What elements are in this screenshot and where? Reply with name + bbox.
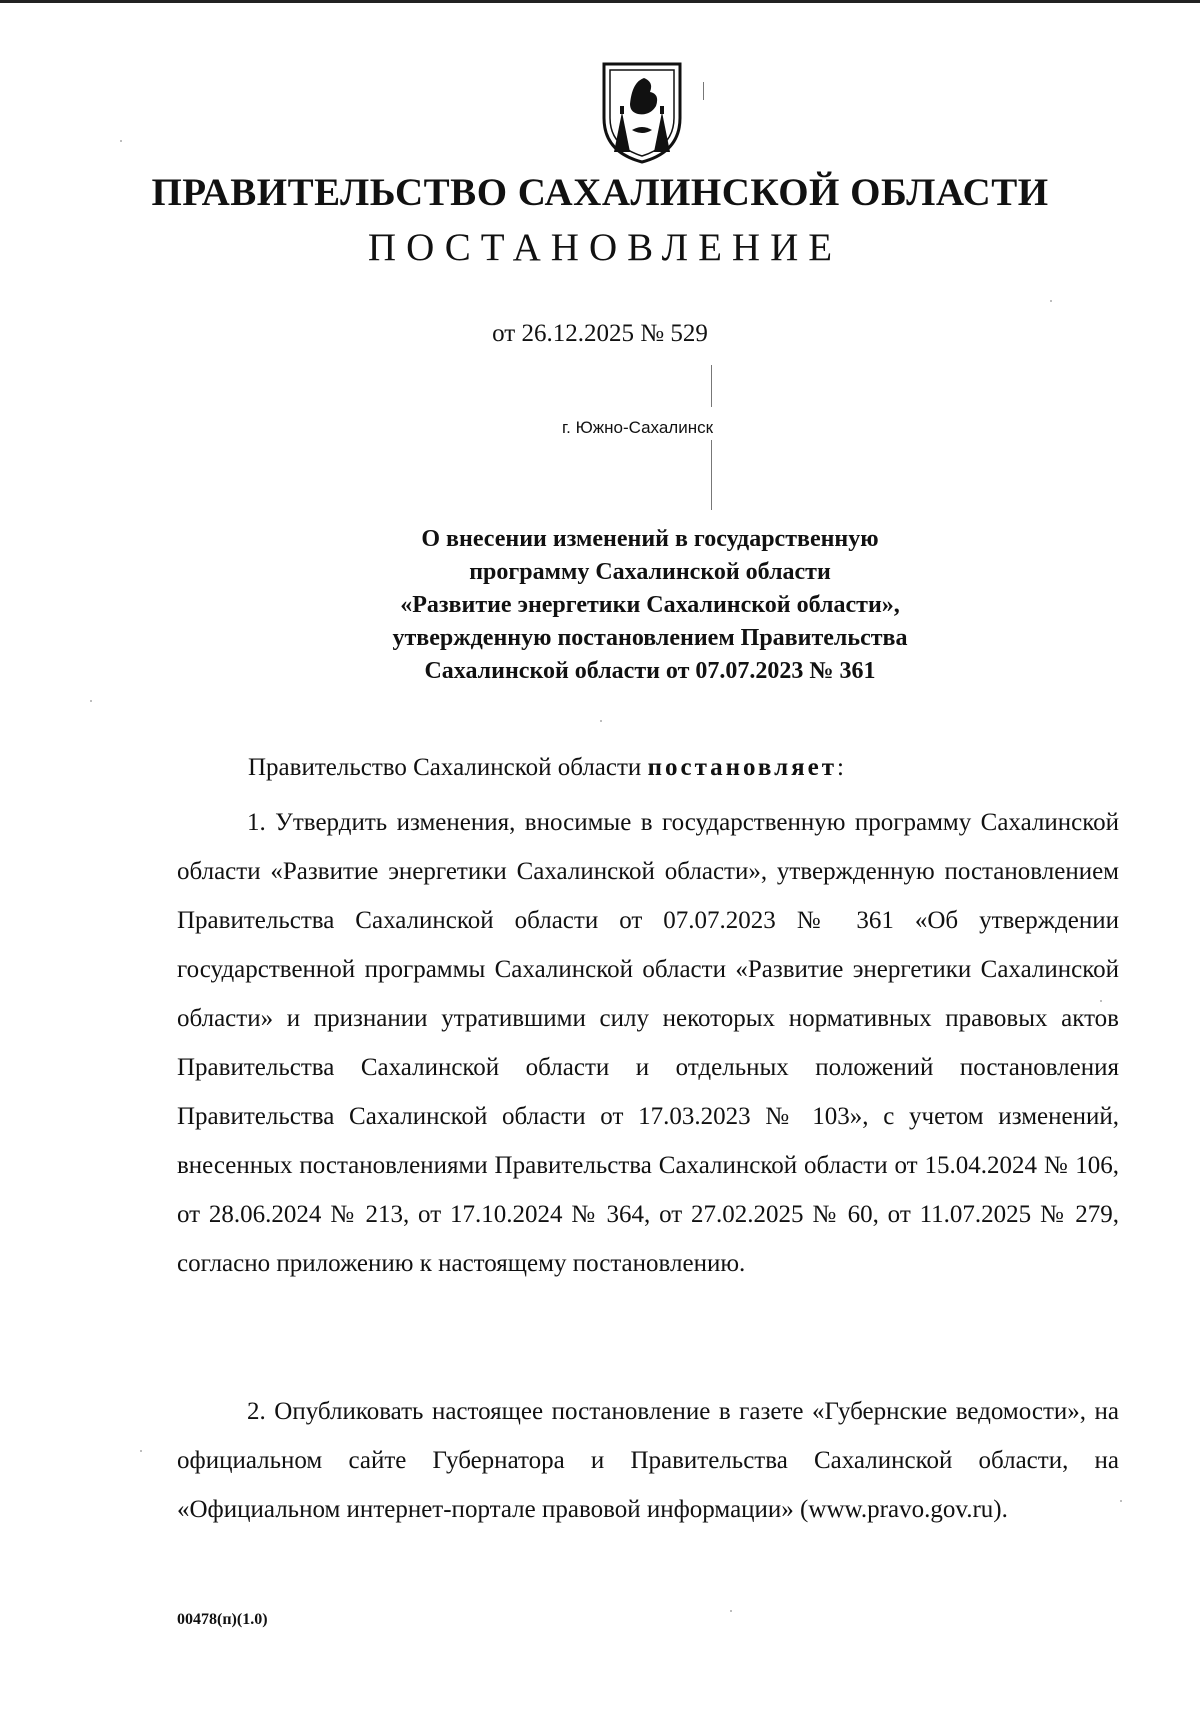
document-code: 00478(п)(1.0) — [177, 1611, 268, 1628]
preamble-colon: : — [837, 754, 844, 781]
subject-line: программу Сахалинской области — [469, 559, 831, 585]
paragraph-2: 2. Опубликовать настоящее постановление в газете «Губернские ведомости», на официальном сайте Губернатора и Правительства Сахалинской области, на «Официальном интернет-портале правовой информации» (www.pravo.gov.ru). — [177, 1398, 1119, 1523]
document-type: ПОСТАНОВЛЕНИЕ — [367, 226, 843, 269]
paragraph-1: 1. Утвердить изменения, вносимые в государственную программу Сахалинской области «Развитие энергетики Сахалинской области», утвержденную постановлением Правительства Сахалинской области от 07.07.2023 № 361 «Об утверждении государственной программы Сахалинской области «Развитие энергетики Сахалинской области» и признании утратившими силу некоторых нормативных правовых актов Правительства Сахалинской области и отдельных положений постановления Правительства Сахалинской области от 17.03.2023 № 103», с учетом изменений, внесенных постановлениями Правительства Сахалинской области от 15.04.2024 № 106, от 28.06.2024 № 213, от 17.10.2024 № 364, от 27.02.2025 № 60, от 11.07.2025 № 279, согласно приложению к настоящему постановлению. — [177, 809, 1119, 1277]
subject-line: Сахалинской области от 07.07.2023 № 361 — [424, 658, 876, 684]
preamble-text: Правительство Сахалинской области — [248, 754, 648, 781]
date-and-number: от 26.12.2025 № 529 — [492, 320, 708, 347]
scan-dust — [120, 140, 122, 142]
sakhalin-coat-of-arms-icon — [594, 60, 690, 164]
preamble — [248, 754, 844, 782]
subject-line: утвержденную постановлением Правительства — [392, 625, 908, 651]
scan-artifact-line — [703, 82, 704, 100]
scan-artifact-line — [711, 440, 712, 510]
government-title: ПРАВИТЕЛЬСТВО САХАЛИНСКОЙ ОБЛАСТИ — [151, 171, 1049, 214]
subject-line: «Развитие энергетики Сахалинской области», — [400, 592, 900, 618]
document-subject — [250, 523, 1050, 688]
scan-dust — [1050, 300, 1052, 302]
preamble-emphasis: постановляет — [647, 754, 838, 781]
city: г. Южно-Сахалинск — [562, 418, 714, 437]
scan-dust — [600, 720, 602, 722]
scan-dust — [140, 1450, 142, 1452]
scan-dust — [90, 700, 92, 702]
subject-line: О внесении изменений в государственную — [421, 526, 879, 552]
scan-dust — [1120, 1500, 1122, 1502]
scan-top-edge — [0, 0, 1200, 3]
scan-artifact-line — [711, 365, 712, 407]
scan-dust — [730, 1610, 732, 1612]
scan-dust — [1100, 1000, 1102, 1002]
